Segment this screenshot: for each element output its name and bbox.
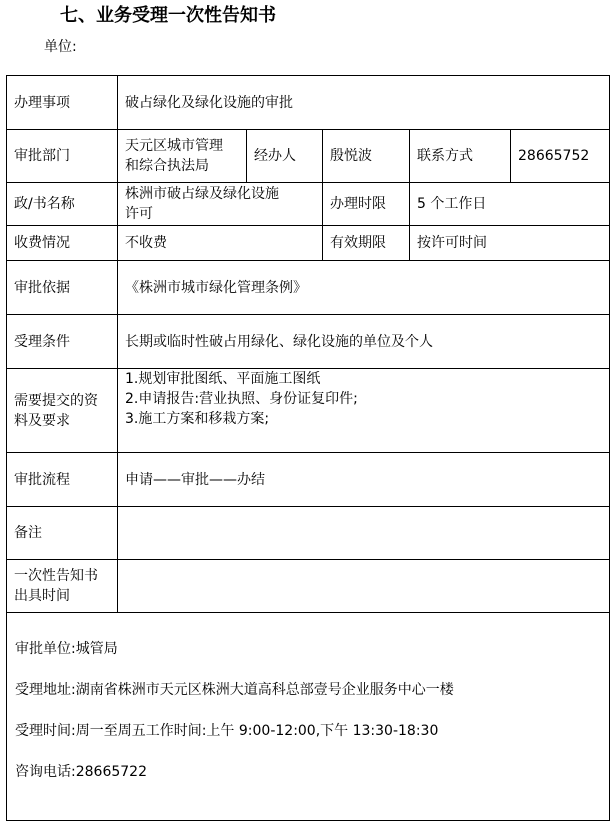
- materials-label-line2: 料及要求: [14, 412, 70, 429]
- doc-name-label: 政/书名称: [7, 183, 118, 226]
- issue-time-label-line2: 出具时间: [14, 588, 70, 604]
- fee-value: 不收费: [118, 226, 323, 261]
- doc-name-line1: 株洲市破占绿及绿化设施: [125, 186, 279, 202]
- time-limit-label: 办理时限: [323, 183, 410, 226]
- conditions-label: 受理条件: [7, 315, 118, 369]
- item-value: 破占绿化及绿化设施的审批: [118, 76, 610, 130]
- row-basis: [7, 261, 610, 315]
- doc-name-value: [118, 183, 323, 226]
- contact-value: 28665752: [511, 130, 610, 183]
- validity-value: 按许可时间: [410, 226, 610, 261]
- row-materials: [7, 369, 610, 453]
- remark-label: 备注: [7, 507, 118, 560]
- issue-time-label-line1: 一次性告知书: [14, 568, 98, 584]
- row-fee: [7, 226, 610, 261]
- row-item: [7, 76, 610, 130]
- row-conditions: [7, 315, 610, 369]
- basis-value: 《株洲市城市绿化管理条例》: [118, 261, 610, 315]
- row-doc-name: [7, 183, 610, 226]
- item-label: 办理事项: [7, 76, 118, 130]
- dept-value-line2: 和综合执法局: [125, 158, 209, 174]
- row-issue-time: [7, 560, 610, 613]
- doc-name-line2: 许可: [125, 206, 153, 222]
- materials-list: [118, 369, 610, 453]
- process-value: 申请——审批——办结: [118, 453, 610, 507]
- row-footer: [7, 613, 610, 821]
- row-department: [7, 130, 610, 183]
- validity-label: 有效期限: [323, 226, 410, 261]
- basis-label: 审批依据: [7, 261, 118, 315]
- contact-label: 联系方式: [410, 130, 511, 183]
- materials-item: 2.申请报告:营业执照、身份证复印件;: [125, 391, 358, 407]
- materials-label-line1: 需要提交的资: [14, 392, 98, 409]
- row-process: [7, 453, 610, 507]
- time-limit-value: 5 个工作日: [410, 183, 610, 226]
- dept-value: [118, 130, 247, 183]
- unit-label: 单位:: [44, 39, 77, 55]
- issue-time-value: [118, 560, 610, 613]
- conditions-value: 长期或临时性破占用绿化、绿化设施的单位及个人: [118, 315, 610, 369]
- notice-table: [6, 75, 610, 821]
- row-remark: [7, 507, 610, 560]
- office-address: 受理地址:湖南省株洲市天元区株洲大道高科总部壹号企业服务中心一楼: [15, 682, 454, 698]
- issue-time-label: [7, 560, 118, 613]
- dept-value-line1: 天元区城市管理: [125, 138, 223, 154]
- document-title: 七、业务受理一次性告知书: [60, 5, 276, 26]
- inquiry-phone: 咨询电话:28665722: [15, 764, 147, 780]
- materials-label: [7, 369, 118, 453]
- office-hours: 受理时间:周一至周五工作时间:上午 9:00-12:00,下午 13:30-18:30: [15, 723, 439, 739]
- remark-value: [118, 507, 610, 560]
- approval-unit: 审批单位:城管局: [15, 641, 118, 657]
- fee-label: 收费情况: [7, 226, 118, 261]
- dept-label: 审批部门: [7, 130, 118, 183]
- handler-label: 经办人: [247, 130, 323, 183]
- materials-item: 1.规划审批图纸、平面施工图纸: [125, 371, 321, 387]
- process-label: 审批流程: [7, 453, 118, 507]
- handler-value: 殷悦波: [323, 130, 410, 183]
- materials-item: 3.施工方案和移栽方案;: [125, 411, 270, 427]
- footer-info: [7, 613, 610, 821]
